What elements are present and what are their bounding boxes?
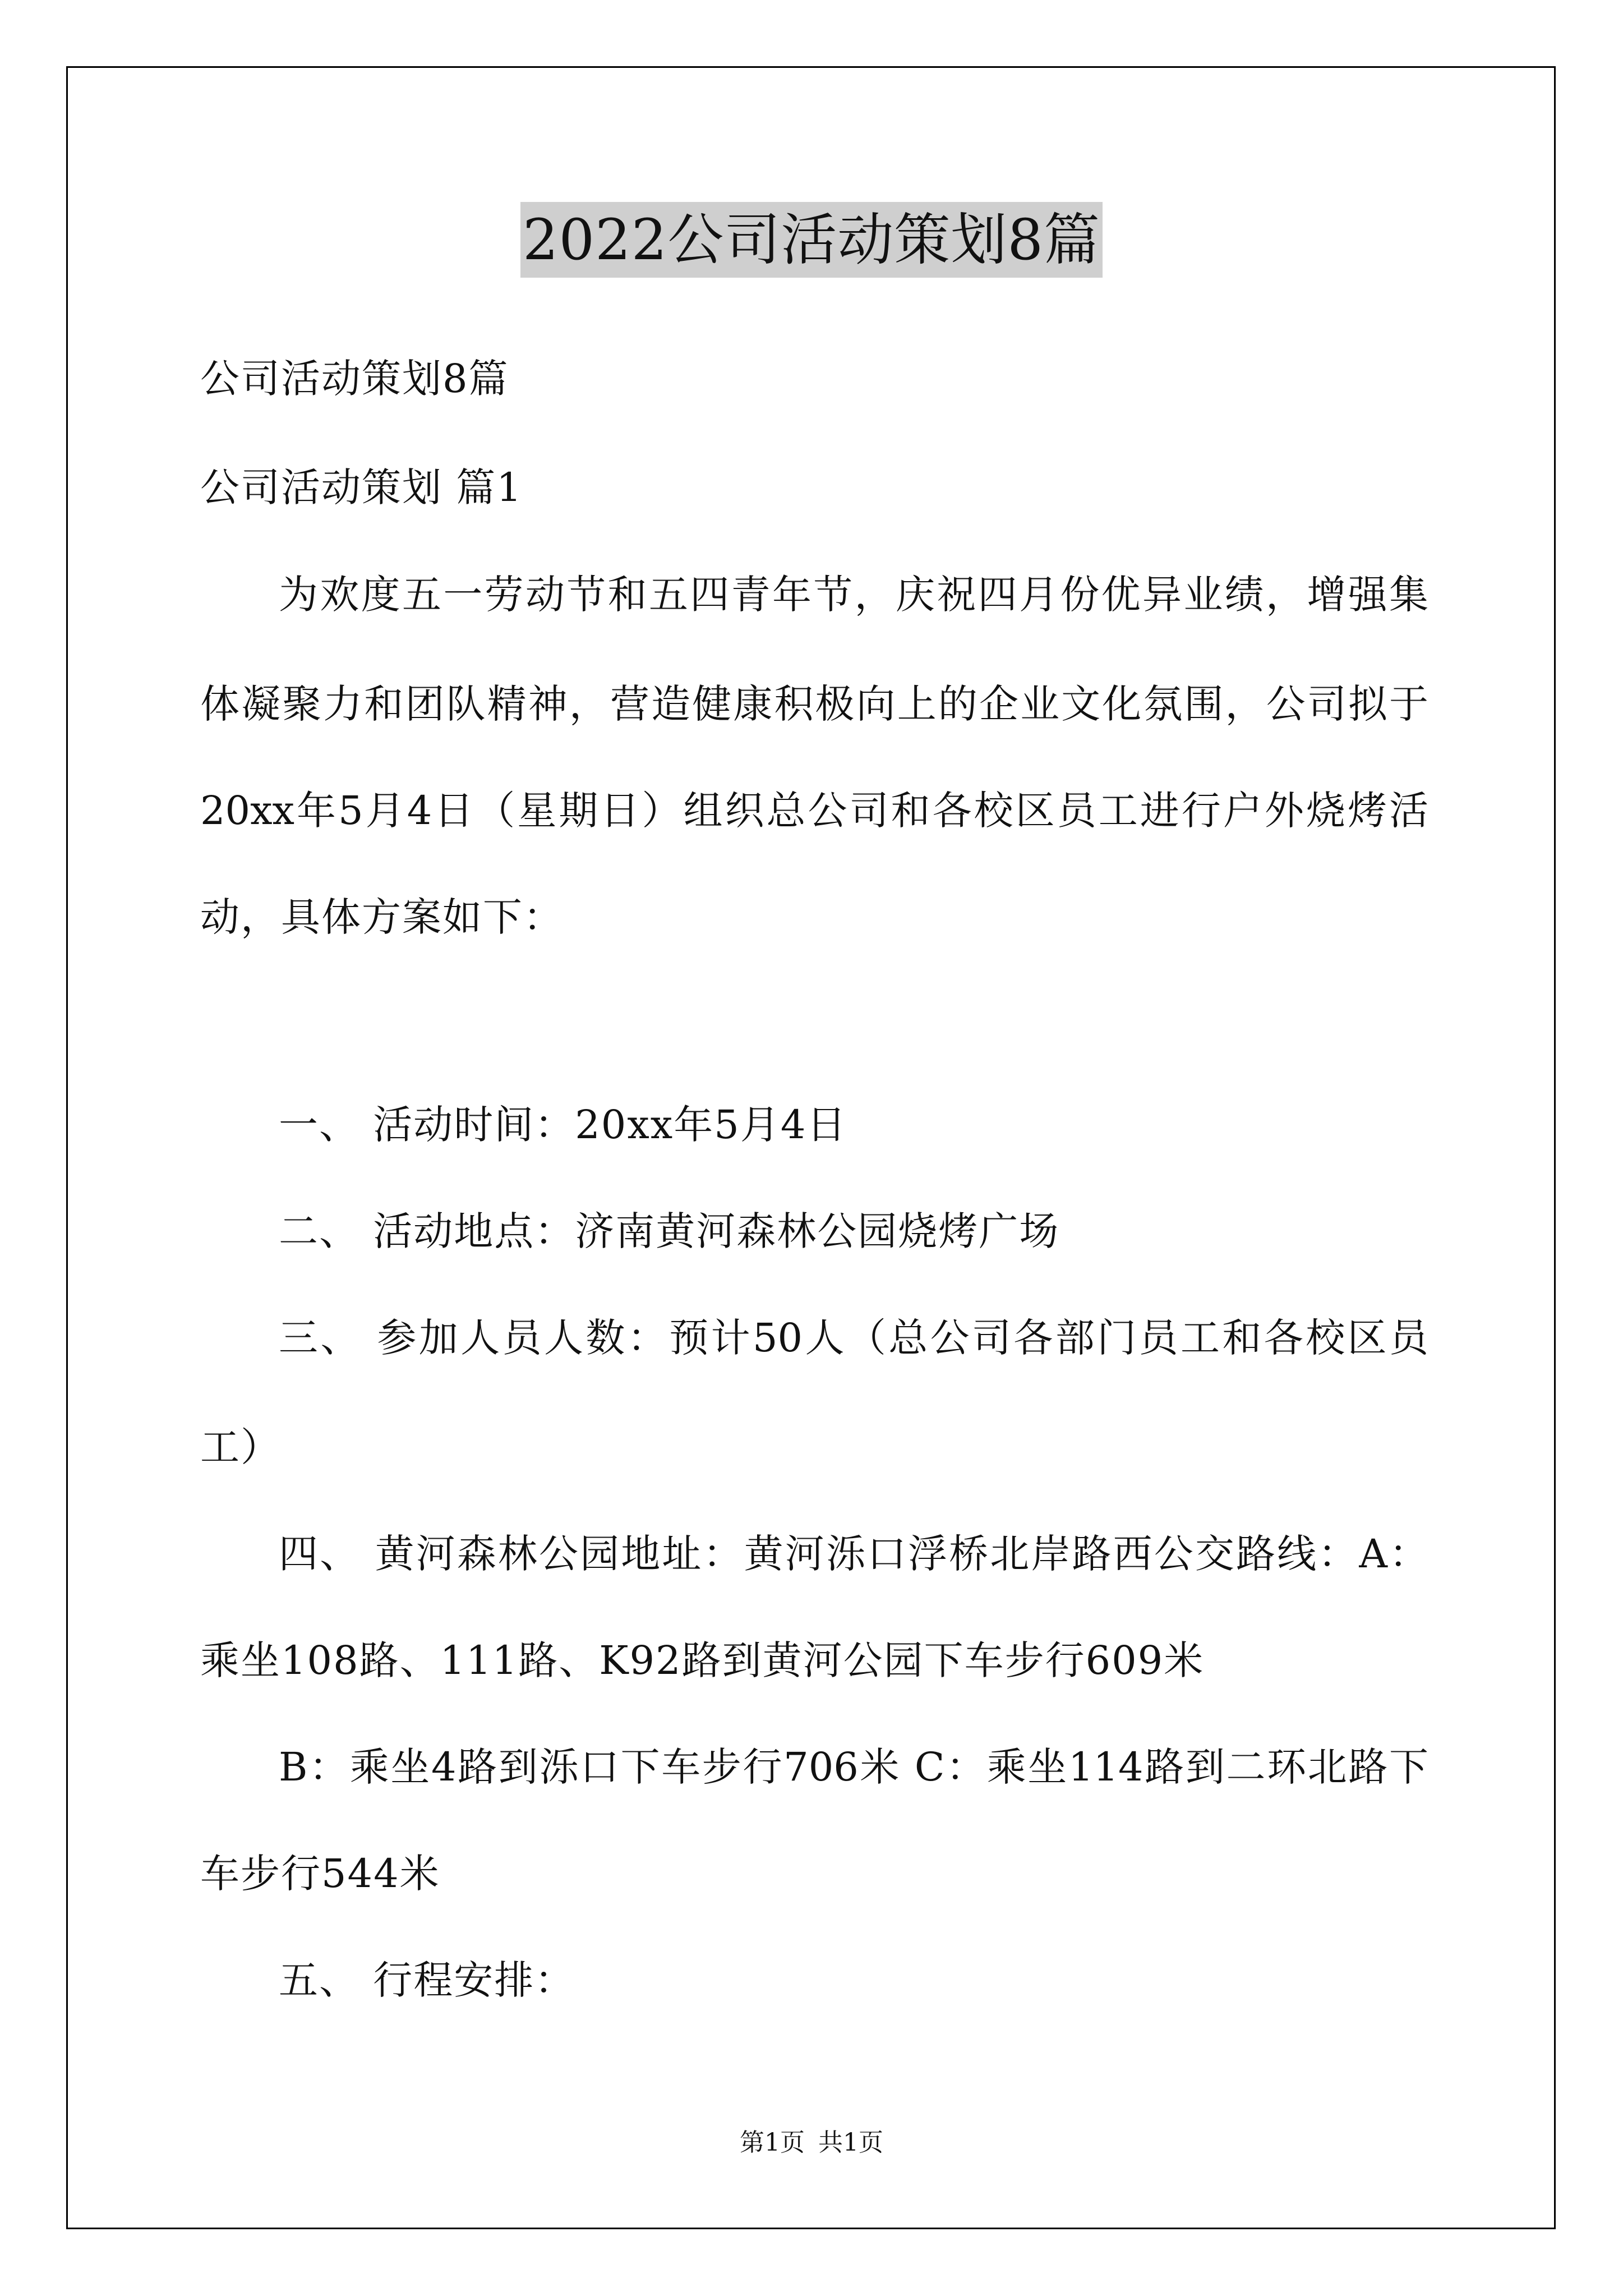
route-line-2: 车步行544米	[200, 1851, 440, 1897]
subtitle: 公司活动策划8篇	[200, 356, 509, 402]
list-item-location: 二、 活动地点：济南黄河森林公园烧烤广场	[279, 1208, 1060, 1254]
document-title: 2022公司活动策划8篇	[520, 202, 1103, 278]
intro-line-3: 20xx年5月4日（星期日）组织总公司和各校区员工进行户外烧烤活	[200, 788, 1428, 834]
list-item-participants: 三、 参加人员人数：预计50人（总公司各部门员工和各校区员	[279, 1315, 1428, 1361]
route-line-1: B：乘坐4路到泺口下车步行706米 C：乘坐114路到二环北路下	[279, 1744, 1428, 1790]
list-item-schedule: 五、 行程安排：	[279, 1957, 575, 2003]
list-item-address: 四、 黄河森林公园地址：黄河泺口浮桥北岸路西公交路线：A：	[279, 1531, 1428, 1577]
section-heading: 公司活动策划 篇1	[200, 464, 523, 510]
title-container	[0, 202, 1623, 278]
intro-line-2: 体凝聚力和团队精神，营造健康积极向上的企业文化氛围，公司拟于	[200, 681, 1428, 727]
list-item-participants-cont: 工）	[200, 1424, 281, 1470]
intro-line-1: 为欢度五一劳动节和五四青年节，庆祝四月份优异业绩，增强集	[279, 572, 1428, 618]
list-item-address-cont: 乘坐108路、111路、K92路到黄河公园下车步行609米	[200, 1637, 1205, 1683]
page-footer: 第1页 共1页	[740, 2128, 883, 2157]
intro-line-4: 动，具体方案如下：	[200, 894, 564, 940]
list-item-time: 一、 活动时间：20xx年5月4日	[279, 1102, 847, 1148]
